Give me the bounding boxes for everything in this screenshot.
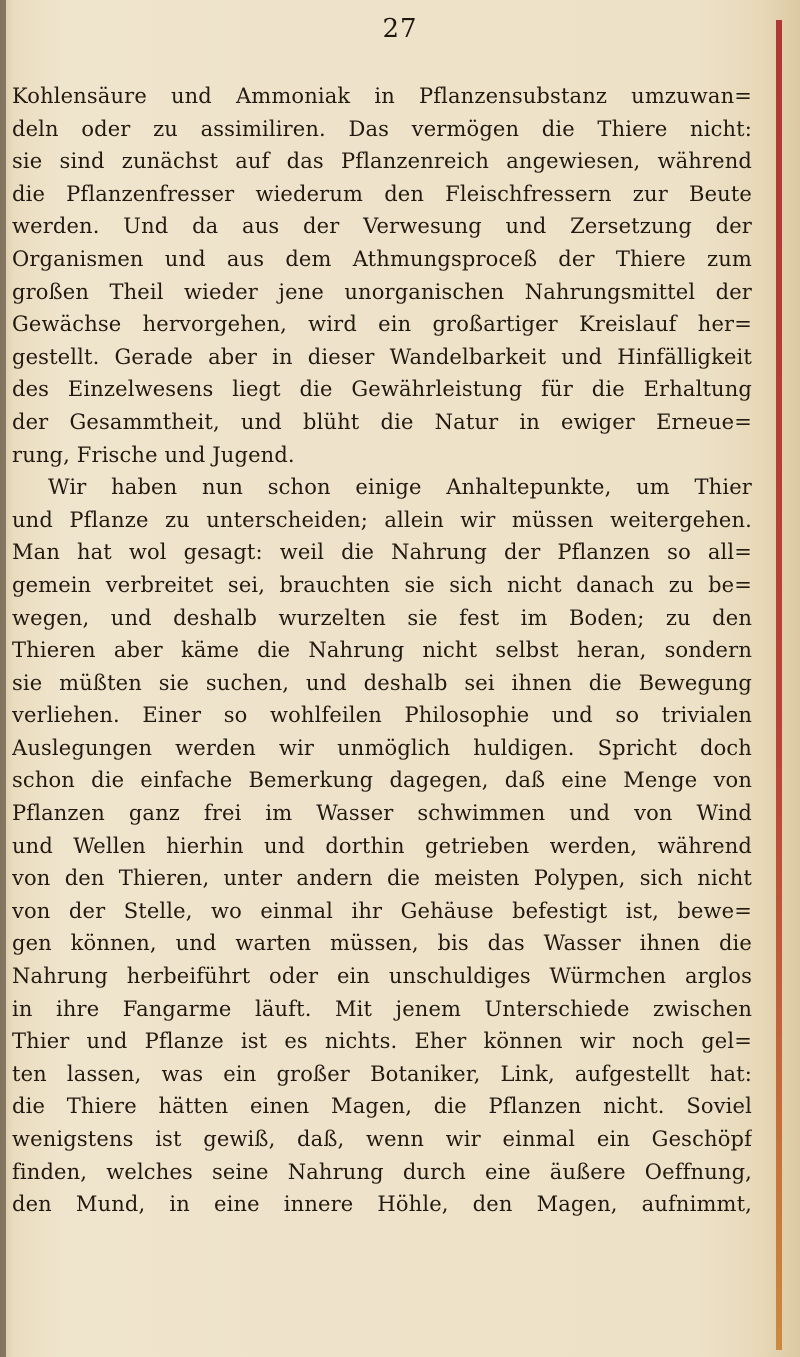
- text-line: Thieren aber käme die Nahrung nicht selbst heran, sondern: [12, 638, 752, 663]
- text-line: gen können, und warten müssen, bis das Wasser ihnen die: [12, 931, 752, 956]
- page-number: 27: [382, 14, 418, 44]
- text-line: die Pflanzenfresser wiederum den Fleischfressern zur Beute: [12, 181, 752, 206]
- text-line: rung, Frische und Jugend.: [12, 442, 295, 467]
- text-line: Gewächse hervorgehen, wird ein großartiger Kreislauf her=: [12, 312, 752, 337]
- text-line: werden. Und da aus der Verwesung und Zersetzung der: [12, 214, 752, 239]
- text-line: großen Theil wieder jene unorganischen Nahrungsmittel der: [12, 279, 752, 304]
- text-line: des Einzelwesens liegt die Gewährleistung für die Erhaltung: [12, 377, 752, 402]
- text-line: finden, welches seine Nahrung durch eine äußere Oeffnung,: [12, 1159, 752, 1184]
- text-line: in ihre Fangarme läuft. Mit jenem Unterschiede zwischen: [12, 996, 752, 1021]
- text-line: Thier und Pflanze ist es nichts. Eher können wir noch gel=: [12, 1029, 752, 1054]
- text-line: der Gesammtheit, und blüht die Natur in ewiger Erneue=: [12, 409, 752, 434]
- binding-shadow: [0, 0, 6, 1357]
- text-line: von der Stelle, wo einmal ihr Gehäuse befestigt ist, bewe=: [12, 898, 752, 923]
- text-line: gestellt. Gerade aber in dieser Wandelbarkeit und Hinfälligkeit: [12, 344, 752, 369]
- page-edge-stain: [776, 20, 782, 1350]
- text-line: Wir haben nun schon einige Anhaltepunkte, um Thier: [48, 475, 752, 500]
- text-line: sie müßten sie suchen, und deshalb sei ihnen die Bewegung: [12, 670, 752, 695]
- text-line: wegen, und deshalb wurzelten sie fest im Boden; zu den: [12, 605, 752, 630]
- text-line: deln oder zu assimiliren. Das vermögen die Thiere nicht:: [12, 116, 752, 141]
- text-line: ten lassen, was ein großer Botaniker, Link, aufgestellt hat:: [12, 1061, 752, 1086]
- text-line: und Pflanze zu unterscheiden; allein wir müssen weitergehen.: [12, 507, 752, 532]
- text-line: wenigstens ist gewiß, daß, wenn wir einmal ein Geschöpf: [12, 1127, 752, 1151]
- text-line: den Mund, in eine innere Höhle, den Magen, aufnimmt,: [12, 1192, 752, 1217]
- text-line: gemein verbreitet sei, brauchten sie sich nicht danach zu be=: [12, 572, 752, 597]
- text-line: verliehen. Einer so wohlfeilen Philosophie und so trivialen: [12, 703, 752, 728]
- text-line: Man hat wol gesagt: weil die Nahrung der Pflanzen so all=: [12, 540, 752, 565]
- body-text: [12, 80, 752, 1221]
- text-line: schon die einfache Bemerkung dagegen, daß eine Menge von: [12, 768, 752, 793]
- text-line: Nahrung herbeiführt oder ein unschuldiges Würmchen arglos: [12, 964, 752, 989]
- text-line: Kohlensäure und Ammoniak in Pflanzensubstanz umzuwan=: [12, 84, 752, 108]
- text-line: Organismen und aus dem Athmungsproceß der Thiere zum: [12, 246, 752, 271]
- text-line: Pflanzen ganz frei im Wasser schwimmen und von Wind: [12, 801, 752, 826]
- text-line: von den Thieren, unter andern die meisten Polypen, sich nicht: [12, 866, 752, 891]
- text-line: sie sind zunächst auf das Pflanzenreich angewiesen, während: [12, 149, 752, 174]
- text-line: Auslegungen werden wir unmöglich huldigen. Spricht doch: [12, 735, 752, 760]
- text-line: die Thiere hätten einen Magen, die Pflanzen nicht. Soviel: [12, 1094, 752, 1119]
- text-line: und Wellen hierhin und dorthin getrieben werden, während: [12, 833, 752, 858]
